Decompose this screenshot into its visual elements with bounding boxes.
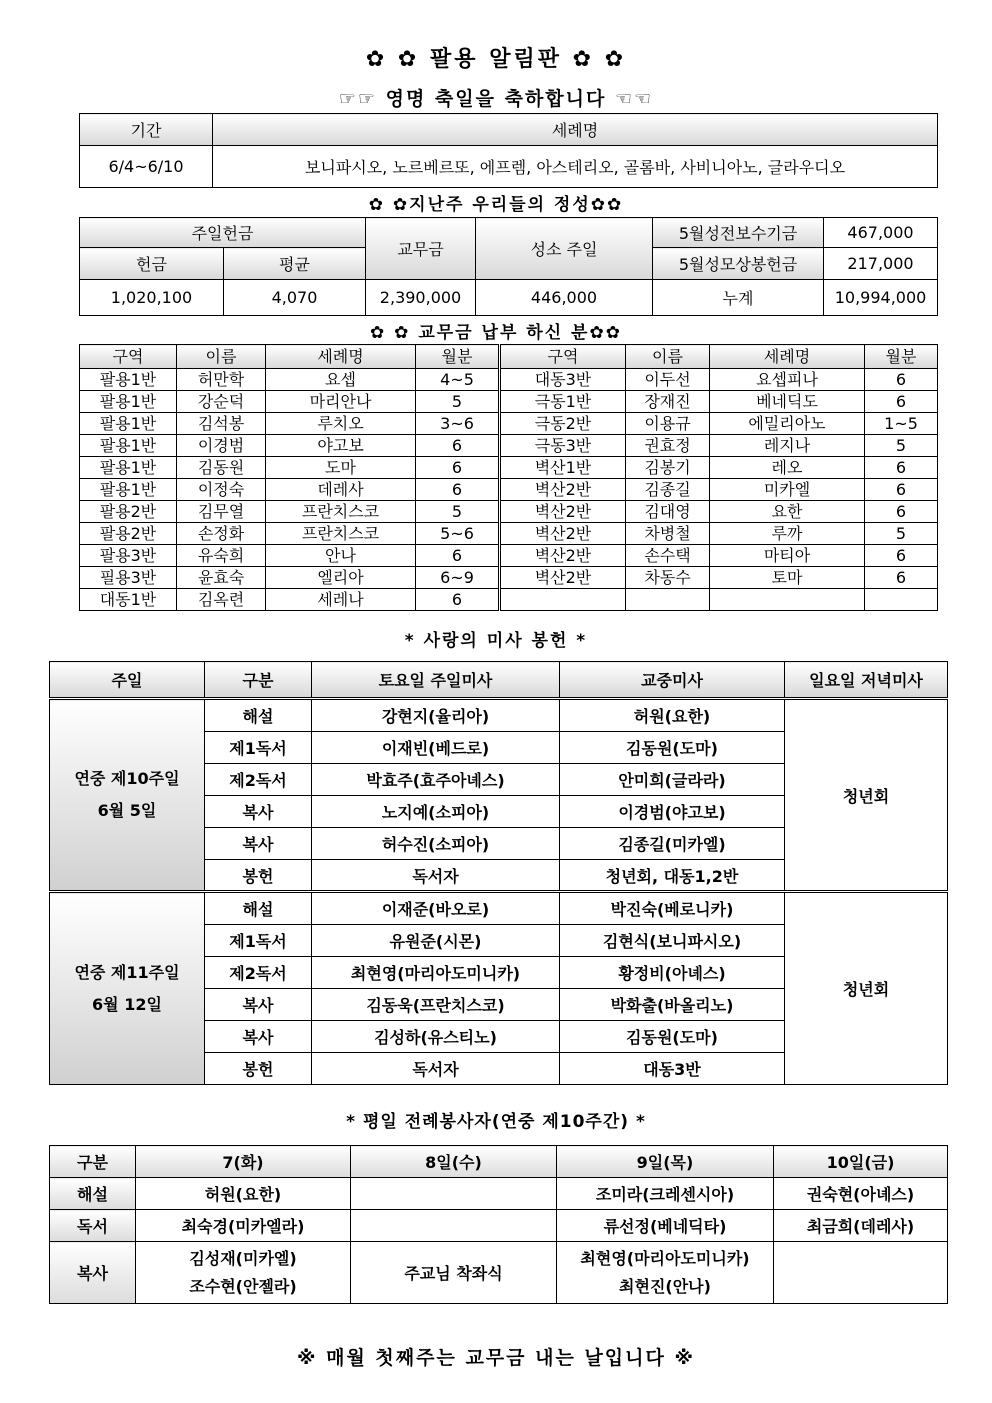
dues-cell: 팔용1반: [80, 369, 177, 391]
mass-cell: 김동욱(프란치스코): [312, 989, 560, 1021]
dues-row: [80, 479, 938, 501]
mass-row: [50, 699, 948, 732]
dues-cell: 팔용1반: [80, 457, 177, 479]
mass-cell: 독서자: [312, 1053, 560, 1085]
dues-cell: 토마: [710, 567, 865, 589]
mass-role: 복사: [205, 796, 312, 828]
mass-cell: 박진숙(베로니카): [560, 892, 785, 925]
dues-header-cell: 세례명: [266, 345, 416, 369]
dues-cell: 베네딕도: [710, 391, 865, 413]
mass-cell: 노지예(소피아): [312, 796, 560, 828]
dues-cell: 5: [416, 501, 500, 523]
dues-header-cell: 이름: [177, 345, 266, 369]
average-value: 4,070: [224, 280, 366, 316]
dues-cell: 이두선: [626, 369, 710, 391]
fund-label: 5월성전보수기금: [653, 218, 824, 248]
dues-cell: 극동2반: [500, 413, 626, 435]
mass-cell: 허원(요한): [560, 699, 785, 732]
mass-cell: 박화출(바올리노): [560, 989, 785, 1021]
dues-cell: 4~5: [416, 369, 500, 391]
sunday-offering-header: 주일헌금: [80, 218, 366, 248]
dues-header-cell: 구역: [500, 345, 626, 369]
dues-cell: 김동원: [177, 457, 266, 479]
mass-role: 해설: [205, 699, 312, 732]
dues-title: ✿ ✿ 교무금 납부 하신 분✿✿: [370, 323, 622, 343]
server-name: 조수현(안젤라): [189, 1276, 297, 1296]
sunday-date: 6월 12일: [92, 994, 162, 1014]
sunday-label: [50, 892, 205, 1085]
dues-cell: 6: [416, 545, 500, 567]
dues-cell: 안나: [266, 545, 416, 567]
dues-row: [80, 369, 938, 391]
mass-cell: 유원준(시몬): [312, 925, 560, 957]
parish-dues-header: 교무금: [366, 218, 476, 280]
weekday-cell: [136, 1242, 351, 1304]
mass-cell: 안미희(글라라): [560, 764, 785, 796]
evening-mass-cell: 청년회: [785, 699, 948, 892]
dues-cell: 팔용1반: [80, 391, 177, 413]
weekday-cell: 최금희(데레사): [774, 1210, 948, 1242]
mother-value: 217,000: [824, 248, 938, 280]
dues-header-cell: 월분: [865, 345, 938, 369]
mass-cell: 이재준(바오로): [312, 892, 560, 925]
dues-cell: 차병철: [626, 523, 710, 545]
dues-row: [80, 413, 938, 435]
mass-cell: 김동원(도마): [560, 1021, 785, 1053]
dues-cell: 허만학: [177, 369, 266, 391]
mass-cell: 독서자: [312, 860, 560, 892]
weekday-header-cell: 10일(금): [774, 1146, 948, 1178]
dues-cell: 6: [865, 457, 938, 479]
mass-cell: 이경범(야고보): [560, 796, 785, 828]
dues-cell: 루치오: [266, 413, 416, 435]
dues-cell: 5: [416, 391, 500, 413]
weekday-cell: 허원(요한): [136, 1178, 351, 1210]
weekday-cell: 주교님 착좌식: [351, 1242, 557, 1304]
mass-table: [49, 661, 948, 1085]
mass-role: 제2독서: [205, 957, 312, 989]
mass-cell: 박효주(효주아녜스): [312, 764, 560, 796]
offerings-table: [79, 217, 938, 316]
dues-cell: 6: [865, 545, 938, 567]
cash-value: 1,020,100: [80, 280, 224, 316]
server-name: 김성재(미카엘): [189, 1248, 297, 1268]
mass-cell: 최현영(마리아도미니카): [312, 957, 560, 989]
mass-cell: 이재빈(베드로): [312, 732, 560, 764]
mass-cell: 김동원(도마): [560, 732, 785, 764]
dues-cell: 팔용1반: [80, 435, 177, 457]
dues-cell: 6: [865, 567, 938, 589]
dues-cell: 레지나: [710, 435, 865, 457]
dues-cell: 5: [865, 523, 938, 545]
dues-row: [80, 545, 938, 567]
total-value: 10,994,000: [824, 280, 938, 316]
dues-cell: 팔용1반: [80, 479, 177, 501]
dues-cell: 데레사: [266, 479, 416, 501]
weekday-header-cell: 구분: [50, 1146, 136, 1178]
mass-cell: 청년회, 대동1,2반: [560, 860, 785, 892]
weekday-cell: 조미라(크레센시아): [557, 1178, 774, 1210]
dues-cell: 5: [865, 435, 938, 457]
dues-cell: 손수택: [626, 545, 710, 567]
dues-cell: 미카엘: [710, 479, 865, 501]
weekday-cell: [351, 1178, 557, 1210]
dues-cell: 마티아: [710, 545, 865, 567]
dues-cell: 벽산2반: [500, 545, 626, 567]
dues-cell: 요셉피나: [710, 369, 865, 391]
dues-header-cell: 구역: [80, 345, 177, 369]
dues-cell: 극동1반: [500, 391, 626, 413]
offerings-title: ✿ ✿지난주 우리들의 정성✿✿: [368, 195, 624, 215]
mass-cell: 황정비(아녜스): [560, 957, 785, 989]
weekday-title: * 평일 전례봉사자(연중 제10주간) *: [346, 1112, 646, 1132]
dues-cell: 세레나: [266, 589, 416, 611]
dues-cell: 김무열: [177, 501, 266, 523]
mother-label: 5월성모상봉헌금: [653, 248, 824, 280]
weekday-cell: [351, 1210, 557, 1242]
dues-cell: 요한: [710, 501, 865, 523]
dues-row: [80, 501, 938, 523]
page-title: ✿ ✿ 팔용 알림판 ✿ ✿: [365, 47, 627, 72]
dues-cell: 김옥련: [177, 589, 266, 611]
feast-period: 6/4~6/10: [80, 146, 213, 188]
dues-cell: 손정화: [177, 523, 266, 545]
feast-title: ☞☞ 영명 축일을 축하합니다 ☜☜: [338, 88, 654, 110]
feast-names: 보니파시오, 노르베르또, 에프렘, 아스테리오, 골롬바, 사비니아노, 글라우디오: [213, 146, 938, 188]
mass-header-cell: 일요일 저녁미사: [785, 662, 948, 699]
total-label: 누계: [653, 280, 824, 316]
mass-cell: 강현지(율리아): [312, 699, 560, 732]
fund-value: 467,000: [824, 218, 938, 248]
dues-cell: 프란치스코: [266, 523, 416, 545]
sunday-date: 6월 5일: [97, 801, 157, 820]
mass-cell: 대동3반: [560, 1053, 785, 1085]
dues-row: [80, 457, 938, 479]
dues-cell: 극동3반: [500, 435, 626, 457]
dues-cell: 6~9: [416, 567, 500, 589]
dues-cell: 강순덕: [177, 391, 266, 413]
dues-cell: 이경범: [177, 435, 266, 457]
weekday-role: 복사: [50, 1242, 136, 1304]
mass-role: 복사: [205, 1021, 312, 1053]
dues-cell: 팔용2반: [80, 523, 177, 545]
dues-row: [80, 589, 938, 611]
evening-mass-cell: 청년회: [785, 892, 948, 1085]
mass-cell: 김종길(미카엘): [560, 828, 785, 860]
feast-col-names: 세례명: [213, 114, 938, 146]
mass-header-cell: 토요일 주일미사: [312, 662, 560, 699]
cash-header: 헌금: [80, 248, 224, 280]
dues-cell: 벽산2반: [500, 523, 626, 545]
dues-cell: 6: [865, 369, 938, 391]
weekday-cell: 류선정(베네딕타): [557, 1210, 774, 1242]
dues-cell: 이용규: [626, 413, 710, 435]
dues-cell: 1~5: [865, 413, 938, 435]
dues-cell: 5~6: [416, 523, 500, 545]
weekday-role: 독서: [50, 1210, 136, 1242]
dues-row: [80, 435, 938, 457]
mass-role: 제1독서: [205, 732, 312, 764]
mass-cell: 김성하(유스티노): [312, 1021, 560, 1053]
sunday-label: [50, 699, 205, 892]
mass-cell: 허수진(소피아): [312, 828, 560, 860]
dues-cell: 김석봉: [177, 413, 266, 435]
weekday-table: [49, 1145, 948, 1304]
holy-value: 446,000: [476, 280, 653, 316]
weekday-role: 해설: [50, 1178, 136, 1210]
dues-table: [79, 344, 938, 611]
dues-header-cell: 이름: [626, 345, 710, 369]
dues-cell: 마리안나: [266, 391, 416, 413]
dues-header-cell: 월분: [416, 345, 500, 369]
weekday-cell: [557, 1242, 774, 1304]
dues-cell: 김대영: [626, 501, 710, 523]
dues-cell: 유숙희: [177, 545, 266, 567]
dues-cell: [865, 589, 938, 611]
mass-header-cell: 구분: [205, 662, 312, 699]
dues-cell: 벽산2반: [500, 479, 626, 501]
mass-role: 제2독서: [205, 764, 312, 796]
dues-cell: 루까: [710, 523, 865, 545]
feast-table: [79, 113, 938, 188]
sunday-name: 연중 제11주일: [74, 962, 180, 982]
dues-cell: 벽산2반: [500, 501, 626, 523]
sunday-name: 연중 제10주일: [74, 769, 180, 788]
dues-cell: 권효정: [626, 435, 710, 457]
weekday-cell: 최숙경(미카엘라): [136, 1210, 351, 1242]
dues-cell: 6: [865, 391, 938, 413]
weekday-header-cell: 8일(수): [351, 1146, 557, 1178]
dues-header-cell: 세례명: [710, 345, 865, 369]
dues-cell: 김봉기: [626, 457, 710, 479]
mass-role: 봉헌: [205, 1053, 312, 1085]
mass-role: 복사: [205, 989, 312, 1021]
dues-cell: 레오: [710, 457, 865, 479]
dues-cell: 차동수: [626, 567, 710, 589]
dues-row: [80, 391, 938, 413]
server-name: 최현진(안나): [619, 1276, 711, 1296]
dues-cell: 6: [416, 457, 500, 479]
dues-cell: 3~6: [416, 413, 500, 435]
mass-cell: 김현식(보니파시오): [560, 925, 785, 957]
dues-cell: 야고보: [266, 435, 416, 457]
dues-cell: 프란치스코: [266, 501, 416, 523]
dues-row: [80, 523, 938, 545]
dues-cell: 팔용2반: [80, 501, 177, 523]
dues-cell: 요셉: [266, 369, 416, 391]
dues-cell: 엘리아: [266, 567, 416, 589]
dues-cell: 도마: [266, 457, 416, 479]
mass-role: 봉헌: [205, 860, 312, 892]
dues-cell: 6: [416, 435, 500, 457]
mass-header-cell: 교중미사: [560, 662, 785, 699]
dues-cell: [500, 589, 626, 611]
dues-cell: 필용3반: [80, 567, 177, 589]
average-header: 평균: [224, 248, 366, 280]
mass-role: 복사: [205, 828, 312, 860]
dues-cell: 대동1반: [80, 589, 177, 611]
dues-cell: [710, 589, 865, 611]
dues-cell: 벽산2반: [500, 567, 626, 589]
dues-cell: 6: [416, 589, 500, 611]
mass-row: [50, 892, 948, 925]
weekday-cell: [774, 1242, 948, 1304]
server-name: 최현영(마리아도미니카): [580, 1248, 750, 1268]
dues-cell: 윤효숙: [177, 567, 266, 589]
mass-title: * 사랑의 미사 봉헌 *: [404, 631, 588, 651]
dues-cell: 팔용3반: [80, 545, 177, 567]
dues-cell: 김종길: [626, 479, 710, 501]
dues-cell: 대동3반: [500, 369, 626, 391]
dues-row: [80, 567, 938, 589]
dues-cell: 팔용1반: [80, 413, 177, 435]
dues-cell: 6: [416, 479, 500, 501]
dues-cell: 장재진: [626, 391, 710, 413]
weekday-cell: 권숙현(아녜스): [774, 1178, 948, 1210]
mass-role: 해설: [205, 892, 312, 925]
dues-cell: 6: [865, 479, 938, 501]
dues-value: 2,390,000: [366, 280, 476, 316]
feast-col-period: 기간: [80, 114, 213, 146]
dues-cell: 이정숙: [177, 479, 266, 501]
mass-header-cell: 주일: [50, 662, 205, 699]
footer-notice: ※ 매월 첫째주는 교무금 내는 날입니다 ※: [297, 1347, 695, 1369]
weekday-header-cell: 9일(목): [557, 1146, 774, 1178]
dues-cell: [626, 589, 710, 611]
dues-cell: 6: [865, 501, 938, 523]
dues-cell: 벽산1반: [500, 457, 626, 479]
dues-cell: 에밀리아노: [710, 413, 865, 435]
mass-role: 제1독서: [205, 925, 312, 957]
weekday-header-cell: 7(화): [136, 1146, 351, 1178]
holy-sunday-header: 성소 주일: [476, 218, 653, 280]
